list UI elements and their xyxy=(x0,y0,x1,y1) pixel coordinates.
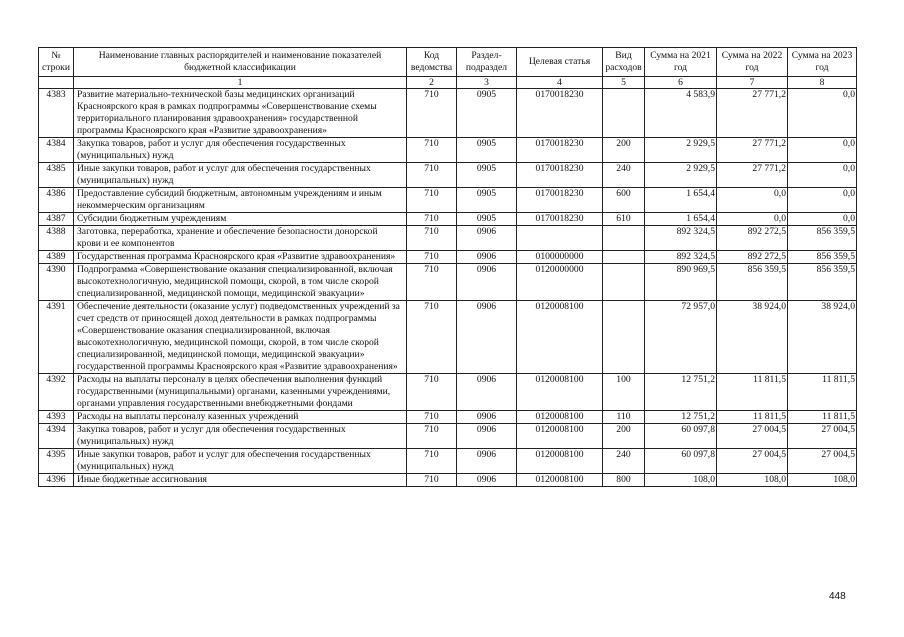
row-number: 4395 xyxy=(39,449,74,474)
target-item-code: 0120008100 xyxy=(517,474,603,487)
table-row xyxy=(39,213,857,226)
sum-2023: 11 811,5 xyxy=(788,411,857,424)
sum-2021: 72 957,0 xyxy=(645,301,717,374)
target-item-code xyxy=(517,226,603,251)
table-row xyxy=(39,264,857,301)
sum-2022: 856 359,5 xyxy=(717,264,788,301)
department-code: 710 xyxy=(407,213,457,226)
sum-2023: 108,0 xyxy=(788,474,857,487)
target-item-code: 0120008100 xyxy=(517,374,603,411)
table-row xyxy=(39,301,857,374)
target-item-code: 0170018230 xyxy=(517,188,603,213)
target-item-code: 0170018230 xyxy=(517,163,603,188)
expense-type-code: 200 xyxy=(603,424,645,449)
row-name: Обеспечение деятельности (оказание услуг) подведомственных учреждений за счет средств от приносящей доход деятельности в рамках подпрограммы «Совершенствование оказания специализированной, включая высокотехнологичную, медицинской помощи, скорой, в том числе скорой специализированной, медицинской помощи, медицинской эвакуации» государственной программы Красноярского края «Развитие здравоохранения» xyxy=(74,301,407,374)
sum-2021: 892 324,5 xyxy=(645,251,717,264)
sum-2023: 0,0 xyxy=(788,213,857,226)
target-item-code: 0100000000 xyxy=(517,251,603,264)
section-code: 0906 xyxy=(457,474,517,487)
row-name: Закупка товаров, работ и услуг для обеспечения государственных (муниципальных) нужд xyxy=(74,424,407,449)
department-code: 710 xyxy=(407,251,457,264)
row-number: 4385 xyxy=(39,163,74,188)
target-item-code: 0170018230 xyxy=(517,89,603,138)
row-name: Предоставление субсидий бюджетным, автономным учреждениям и иным некоммерческим организациям xyxy=(74,188,407,213)
department-code: 710 xyxy=(407,474,457,487)
budget-table xyxy=(38,47,857,487)
row-name: Субсидии бюджетным учреждениям xyxy=(74,213,407,226)
row-number: 4388 xyxy=(39,226,74,251)
table-header-row xyxy=(39,48,857,77)
header-sum-2021: Сумма на 2021 год xyxy=(645,48,717,77)
sum-2023: 856 359,5 xyxy=(788,251,857,264)
department-code: 710 xyxy=(407,188,457,213)
column-number: 3 xyxy=(457,77,517,89)
table-row xyxy=(39,138,857,163)
section-code: 0905 xyxy=(457,163,517,188)
department-code: 710 xyxy=(407,163,457,188)
sum-2022: 892 272,5 xyxy=(717,251,788,264)
header-sum-2022: Сумма на 2022 год xyxy=(717,48,788,77)
section-code: 0906 xyxy=(457,374,517,411)
header-expense-type: Вид расходов xyxy=(603,48,645,77)
department-code: 710 xyxy=(407,89,457,138)
sum-2022: 108,0 xyxy=(717,474,788,487)
sum-2023: 38 924,0 xyxy=(788,301,857,374)
header-name: Наименование главных распорядителей и наименование показателей бюджетной классификации xyxy=(74,48,407,77)
sum-2021: 1 654,4 xyxy=(645,188,717,213)
sum-2023: 11 811,5 xyxy=(788,374,857,411)
sum-2022: 27 771,2 xyxy=(717,138,788,163)
expense-type-code: 100 xyxy=(603,374,645,411)
expense-type-code xyxy=(603,226,645,251)
sum-2021: 4 583,9 xyxy=(645,89,717,138)
column-number xyxy=(39,77,74,89)
section-code: 0905 xyxy=(457,89,517,138)
sum-2021: 108,0 xyxy=(645,474,717,487)
sum-2022: 27 004,5 xyxy=(717,449,788,474)
header-sum-2023: Сумма на 2023 год xyxy=(788,48,857,77)
sum-2023: 856 359,5 xyxy=(788,226,857,251)
sum-2021: 890 969,5 xyxy=(645,264,717,301)
sum-2021: 12 751,2 xyxy=(645,374,717,411)
row-number: 4389 xyxy=(39,251,74,264)
row-name: Заготовка, переработка, хранение и обеспечение безопасности донорской крови и ее компонентов xyxy=(74,226,407,251)
expense-type-code: 800 xyxy=(603,474,645,487)
sum-2023: 0,0 xyxy=(788,188,857,213)
column-number: 8 xyxy=(788,77,857,89)
header-row-number: № строки xyxy=(39,48,74,77)
department-code: 710 xyxy=(407,424,457,449)
section-code: 0906 xyxy=(457,424,517,449)
sum-2023: 27 004,5 xyxy=(788,424,857,449)
column-number: 7 xyxy=(717,77,788,89)
sum-2022: 0,0 xyxy=(717,213,788,226)
row-number: 4386 xyxy=(39,188,74,213)
row-name: Государственная программа Красноярского края «Развитие здравоохранения» xyxy=(74,251,407,264)
table-row xyxy=(39,163,857,188)
expense-type-code: 600 xyxy=(603,188,645,213)
table-row xyxy=(39,226,857,251)
department-code: 710 xyxy=(407,301,457,374)
section-code: 0906 xyxy=(457,449,517,474)
row-name: Иные закупки товаров, работ и услуг для обеспечения государственных (муниципальных) нужд xyxy=(74,449,407,474)
row-number: 4384 xyxy=(39,138,74,163)
row-name: Иные бюджетные ассигнования xyxy=(74,474,407,487)
row-name: Расходы на выплаты персоналу в целях обеспечения выполнения функций государственными (муниципальными) органами, казенными учреждениями, органами управления государственными внебюджетными фондами xyxy=(74,374,407,411)
expense-type-code xyxy=(603,251,645,264)
table-row xyxy=(39,411,857,424)
sum-2022: 11 811,5 xyxy=(717,411,788,424)
row-number: 4383 xyxy=(39,89,74,138)
target-item-code: 0170018230 xyxy=(517,213,603,226)
header-section: Раздел-подраздел xyxy=(457,48,517,77)
sum-2022: 0,0 xyxy=(717,188,788,213)
section-code: 0906 xyxy=(457,226,517,251)
sum-2021: 2 929,5 xyxy=(645,163,717,188)
table-row xyxy=(39,424,857,449)
expense-type-code xyxy=(603,89,645,138)
table-row xyxy=(39,89,857,138)
table-body xyxy=(39,89,857,487)
column-number: 2 xyxy=(407,77,457,89)
sum-2022: 27 771,2 xyxy=(717,163,788,188)
department-code: 710 xyxy=(407,264,457,301)
column-number: 5 xyxy=(603,77,645,89)
table-row xyxy=(39,251,857,264)
section-code: 0906 xyxy=(457,264,517,301)
table-row xyxy=(39,449,857,474)
row-name: Закупка товаров, работ и услуг для обеспечения государственных (муниципальных) нужд xyxy=(74,138,407,163)
row-number: 4393 xyxy=(39,411,74,424)
sum-2021: 2 929,5 xyxy=(645,138,717,163)
expense-type-code: 240 xyxy=(603,449,645,474)
row-number: 4396 xyxy=(39,474,74,487)
row-name: Развитие материально-технической базы медицинских организаций Красноярского края в рамках подпрограммы «Совершенствование схемы территориального планирования здравоохранения» государственной программы Красноярского края «Развитие здравоохранения» xyxy=(74,89,407,138)
sum-2023: 27 004,5 xyxy=(788,449,857,474)
section-code: 0905 xyxy=(457,188,517,213)
column-number-row xyxy=(39,77,857,89)
header-department-code: Код ведомства xyxy=(407,48,457,77)
expense-type-code: 610 xyxy=(603,213,645,226)
expense-type-code xyxy=(603,264,645,301)
column-number: 4 xyxy=(517,77,603,89)
row-name: Расходы на выплаты персоналу казенных учреждений xyxy=(74,411,407,424)
department-code: 710 xyxy=(407,138,457,163)
sum-2021: 12 751,2 xyxy=(645,411,717,424)
section-code: 0905 xyxy=(457,138,517,163)
row-number: 4387 xyxy=(39,213,74,226)
department-code: 710 xyxy=(407,411,457,424)
sum-2021: 60 097,8 xyxy=(645,449,717,474)
department-code: 710 xyxy=(407,226,457,251)
sum-2023: 0,0 xyxy=(788,89,857,138)
table-row xyxy=(39,188,857,213)
row-number: 4392 xyxy=(39,374,74,411)
row-number: 4391 xyxy=(39,301,74,374)
table-row xyxy=(39,374,857,411)
expense-type-code: 240 xyxy=(603,163,645,188)
department-code: 710 xyxy=(407,449,457,474)
target-item-code: 0120008100 xyxy=(517,301,603,374)
section-code: 0905 xyxy=(457,213,517,226)
target-item-code: 0170018230 xyxy=(517,138,603,163)
page-number: 448 xyxy=(829,591,846,602)
sum-2022: 27 771,2 xyxy=(717,89,788,138)
column-number: 1 xyxy=(74,77,407,89)
sum-2023: 0,0 xyxy=(788,163,857,188)
sum-2022: 27 004,5 xyxy=(717,424,788,449)
section-code: 0906 xyxy=(457,251,517,264)
target-item-code: 0120008100 xyxy=(517,449,603,474)
header-target-item: Целевая статья xyxy=(517,48,603,77)
department-code: 710 xyxy=(407,374,457,411)
sum-2021: 892 324,5 xyxy=(645,226,717,251)
target-item-code: 0120008100 xyxy=(517,424,603,449)
sum-2022: 38 924,0 xyxy=(717,301,788,374)
section-code: 0906 xyxy=(457,301,517,374)
sum-2023: 0,0 xyxy=(788,138,857,163)
row-name: Подпрограмма «Совершенствование оказания специализированной, включая высокотехнологичную, медицинской помощи, скорой, в том числе скорой специализированной, медицинской помощи, медицинской эвакуации» xyxy=(74,264,407,301)
target-item-code: 0120008100 xyxy=(517,411,603,424)
expense-type-code: 110 xyxy=(603,411,645,424)
sum-2021: 1 654,4 xyxy=(645,213,717,226)
table-row xyxy=(39,474,857,487)
row-name: Иные закупки товаров, работ и услуг для обеспечения государственных (муниципальных) нужд xyxy=(74,163,407,188)
section-code: 0906 xyxy=(457,411,517,424)
target-item-code: 0120000000 xyxy=(517,264,603,301)
sum-2023: 856 359,5 xyxy=(788,264,857,301)
sum-2022: 892 272,5 xyxy=(717,226,788,251)
row-number: 4394 xyxy=(39,424,74,449)
expense-type-code: 200 xyxy=(603,138,645,163)
row-number: 4390 xyxy=(39,264,74,301)
expense-type-code xyxy=(603,301,645,374)
sum-2022: 11 811,5 xyxy=(717,374,788,411)
sum-2021: 60 097,8 xyxy=(645,424,717,449)
column-number: 6 xyxy=(645,77,717,89)
